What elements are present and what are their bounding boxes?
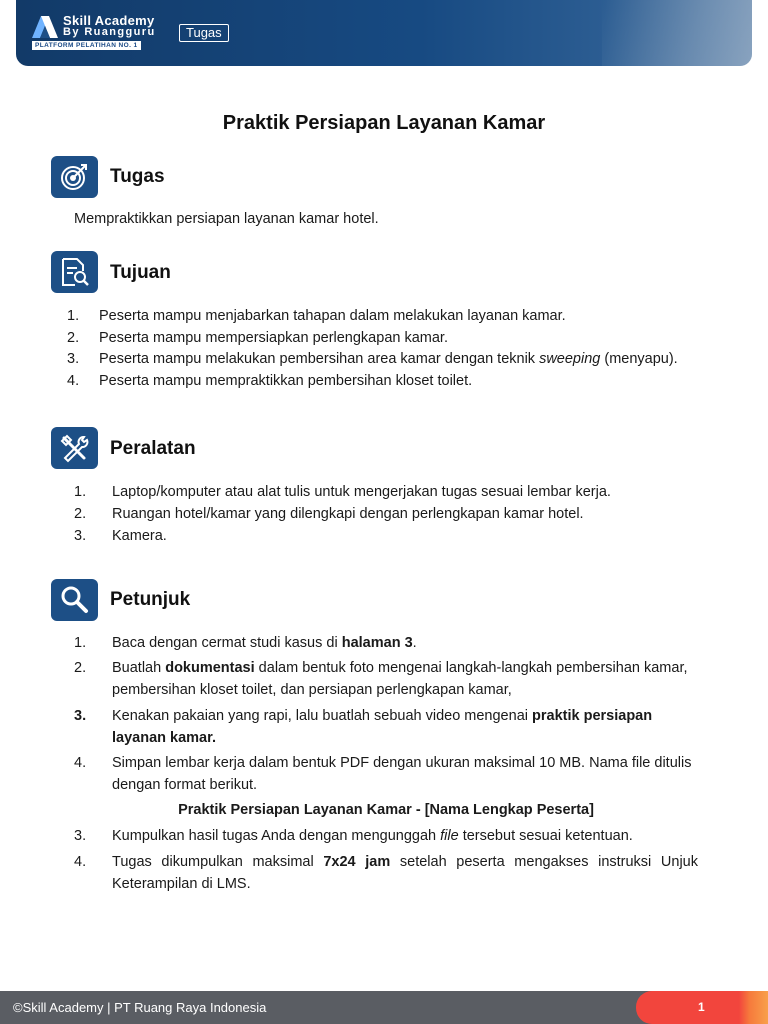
list-item — [74, 632, 698, 654]
list-number: 1. — [67, 308, 80, 324]
skill-academy-logo-icon — [32, 16, 58, 38]
bold-text: dokumentasi — [165, 660, 255, 676]
list-item — [67, 371, 727, 393]
list-text: Kamera. — [112, 528, 167, 544]
list-item — [74, 705, 698, 749]
section-title-tujuan: Tujuan — [110, 262, 171, 283]
list-number: 2. — [67, 329, 80, 346]
list-item — [74, 503, 714, 525]
brand-name: Skill Academy — [63, 13, 155, 28]
list-number: 3. — [67, 351, 80, 367]
list-item — [74, 481, 714, 503]
page-title: Praktik Persiapan Layanan Kamar — [222, 112, 546, 134]
text-run: Baca dengan cermat studi kasus di — [112, 635, 342, 651]
bold-text: halaman 3 — [341, 635, 413, 651]
text-run: setelah peserta mengakses instruksi Unjuk Keterampilan di LMS. — [112, 854, 698, 892]
target-icon — [51, 156, 98, 198]
emphasis-text: file — [440, 828, 459, 844]
list-number: 4. — [74, 854, 87, 870]
text-run: Tugas dikumpulkan maksimal — [112, 854, 324, 870]
footer-copyright: ©Skill Academy | PT Ruang Raya Indonesia — [13, 1000, 267, 1015]
tools-icon — [51, 427, 98, 469]
text-run: Peserta mampu melakukan pembersihan area kamar dengan teknik — [99, 351, 540, 367]
list-text — [74, 705, 698, 749]
list-text — [67, 349, 727, 371]
section-title-petunjuk: Petunjuk — [110, 589, 191, 610]
list-text: Simpan lembar kerja dalam bentuk PDF dengan ukuran maksimal 10 MB. Nama file ditulis dengan format berikut. — [112, 755, 692, 793]
list-number: 1. — [74, 484, 87, 500]
list-item — [74, 657, 698, 701]
emphasis-text: sweeping — [539, 351, 601, 367]
list-text: Peserta mampu mempersiapkan perlengkapan kamar. — [99, 329, 448, 346]
magnifier-icon — [51, 579, 98, 621]
banner-decoration — [602, 0, 752, 66]
text-run: (menyapu). — [600, 351, 678, 367]
list-item — [67, 306, 727, 328]
document-type-tag: Tugas — [179, 24, 229, 42]
section-title-tugas: Tugas — [110, 166, 165, 187]
tugas-description: Mempraktikkan persiapan layanan kamar hotel. — [74, 211, 379, 227]
list-item — [74, 851, 698, 895]
list-item — [67, 328, 727, 350]
document-search-icon — [51, 251, 98, 293]
list-text — [74, 657, 698, 701]
filename-format: Praktik Persiapan Layanan Kamar - [Nama Lengkap Peserta] — [178, 802, 594, 818]
text-run: dalam bentuk foto mengenai langkah-langkah pembersihan kamar, pembersihan kloset toilet, dan persiapan perlengkapan kamar, — [112, 660, 688, 698]
list-text: Ruangan hotel/kamar yang dilengkapi dengan perlengkapan kamar hotel. — [112, 506, 584, 522]
bold-text: praktik persiapan layanan kamar. — [112, 708, 653, 746]
list-number: 3. — [74, 708, 87, 724]
tujuan-list — [67, 306, 727, 392]
list-text: Peserta mampu menjabarkan tahapan dalam melakukan layanan kamar. — [99, 308, 566, 324]
list-item — [74, 825, 698, 847]
brand-by: By Ruangguru — [63, 26, 156, 38]
list-text — [74, 851, 698, 895]
list-number: 3. — [74, 528, 87, 544]
text-run: Buatlah — [112, 660, 166, 676]
text-run: . — [412, 635, 417, 651]
footer-bar — [0, 991, 768, 1024]
list-number: 2. — [74, 506, 87, 522]
list-number: 3. — [74, 828, 87, 844]
list-item — [74, 752, 698, 796]
text-run: Kumpulkan hasil tugas Anda dengan mengunggah — [112, 828, 441, 844]
list-item — [74, 525, 714, 547]
bold-text: 7x24 jam — [323, 854, 391, 870]
list-text — [74, 825, 698, 847]
list-item — [67, 349, 727, 371]
text-run: Kenakan pakaian yang rapi, lalu buatlah sebuah video mengenai — [112, 708, 533, 724]
list-number: 4. — [74, 755, 87, 771]
page-number-badge — [636, 991, 768, 1024]
page-number: 1 — [698, 1000, 705, 1014]
list-number: 4. — [67, 372, 80, 389]
text-run: tersebut sesuai ketentuan. — [458, 828, 633, 844]
list-text — [74, 632, 698, 654]
brand-tagline: PLATFORM PELATIHAN NO. 1 — [32, 41, 141, 50]
list-text: Laptop/komputer atau alat tulis untuk mengerjakan tugas sesuai lembar kerja. — [112, 484, 611, 500]
list-text: Peserta mampu mempraktikkan pembersihan kloset toilet. — [99, 372, 473, 389]
peralatan-list — [74, 481, 714, 547]
section-title-peralatan: Peralatan — [110, 438, 196, 459]
list-number: 2. — [74, 660, 87, 676]
list-number: 1. — [74, 635, 87, 651]
